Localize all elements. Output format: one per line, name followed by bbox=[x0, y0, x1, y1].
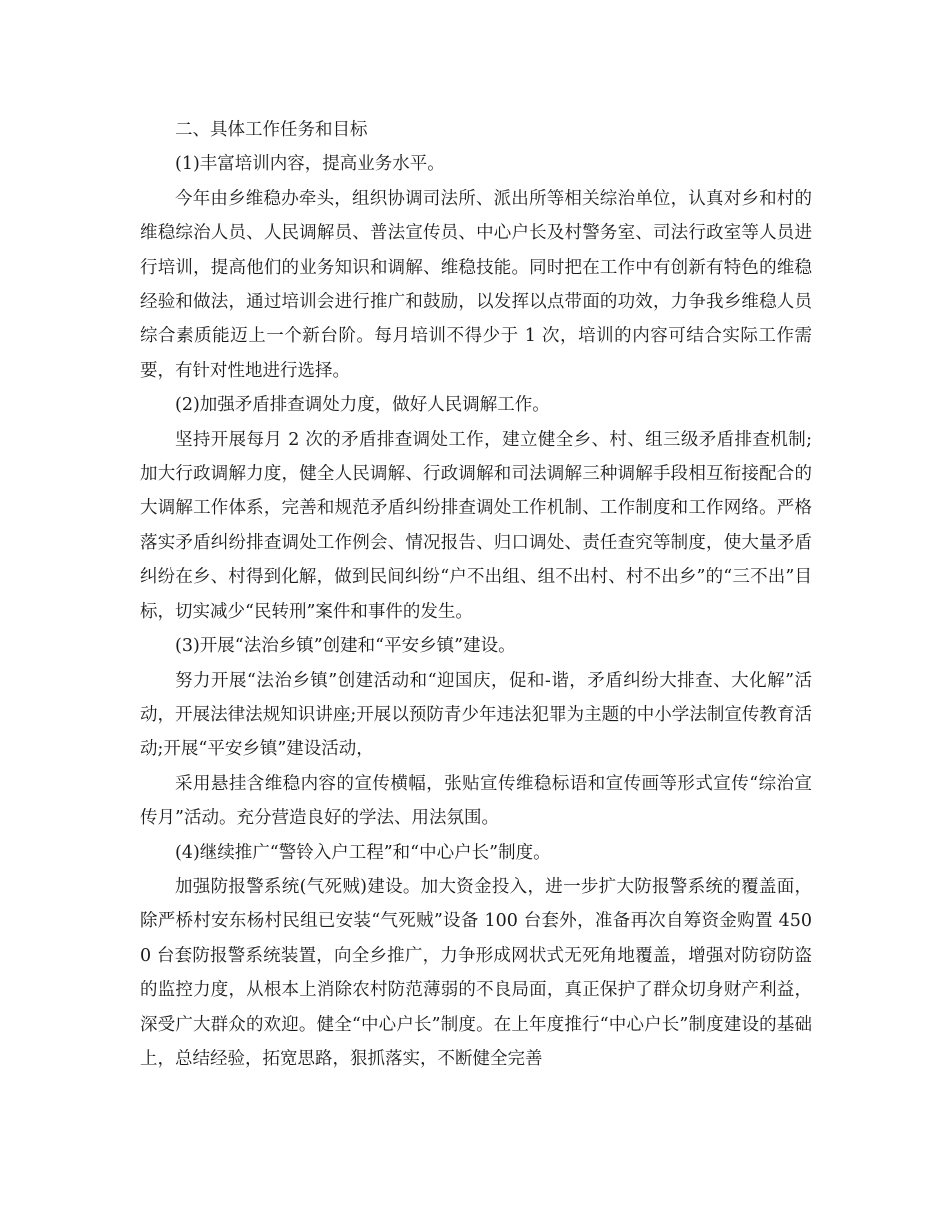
paragraph-mediation: 坚持开展每月 2 次的矛盾排查调处工作，建立健全乡、村、组三级矛盾排查机制;加大行政调解力度，健全人民调解、行政调解和司法调解三种调解手段相互衔接配合的大调解工作体系，完善和规范矛盾纠纷排查调处工作机制、工作制度和工作网络。严格落实矛盾纠纷排查调处工作例会、情况报告、归口调处、责任查究等制度，使大量矛盾纠纷在乡、村得到化解，做到民间纠纷“户不出组、组不出村、村不出乡”的“三不出”目标，切实减少“民转刑”案件和事件的发生。 bbox=[140, 429, 812, 622]
section-heading: 二、具体工作任务和目标 bbox=[175, 120, 368, 140]
subsection-heading-3: (3)开展“法治乡镇”创建和“平安乡镇”建设。 bbox=[175, 636, 516, 657]
document-body bbox=[140, 113, 812, 1076]
paragraph-alarm-system: 加强防报警系统(气死贼)建设。加大资金投入，进一步扩大防报警系统的覆盖面，除严桥村安东杨村民组已安装“气死贼”设备 100 台套外，准备再次自筹资金购置 4500 台套防报警系统装置，向全乡推广，力争形成网状式无死角地覆盖，增强对防窃防盗的监控力度，从根本上消除农村防范薄弱的不良局面，真正保护了群众切身财产利益，深受广大群众的欢迎。健全“中心户长”制度。在上年度推行“中心户长”制度建设的基础上，总结经验，拓宽思路，狠抓落实，不断健全完善 bbox=[140, 876, 812, 1069]
paragraph-training: 今年由乡维稳办牵头，组织协调司法所、派出所等相关综治单位，认真对乡和村的维稳综治人员、人民调解员、普法宣传员、中心户长及村警务室、司法行政室等人员进行培训，提高他们的业务知识和调解、维稳技能。同时把在工作中有创新有特色的维稳经验和做法，通过培训会进行推广和鼓励，以发挥以点带面的功效，力争我乡维稳人员综合素质能迈上一个新台阶。每月培训不得少于 1 次，培训的内容可结合实际工作需要，有针对性地进行选择。 bbox=[140, 188, 812, 381]
paragraph-publicity: 采用悬挂含维稳内容的宣传横幅，张贴宣传维稳标语和宣传画等形式宣传“综治宣传月”活动。充分营造良好的学法、用法氛围。 bbox=[140, 773, 812, 829]
paragraph-rule-of-law: 努力开展“法治乡镇”创建活动和“迎国庆，促和-谐，矛盾纠纷大排查、大化解”活动，开展法律法规知识讲座;开展以预防青少年违法犯罪为主题的中小学法制宣传教育活动;开展“平安乡镇”建设活动， bbox=[140, 670, 812, 760]
subsection-heading-4: (4)继续推广“警铃入户工程”和“中心户长”制度。 bbox=[175, 842, 551, 863]
subsection-heading-2: (2)加强矛盾排查调处力度，做好人民调解工作。 bbox=[175, 395, 550, 416]
subsection-heading-1: (1)丰富培训内容，提高业务水平。 bbox=[175, 154, 445, 175]
